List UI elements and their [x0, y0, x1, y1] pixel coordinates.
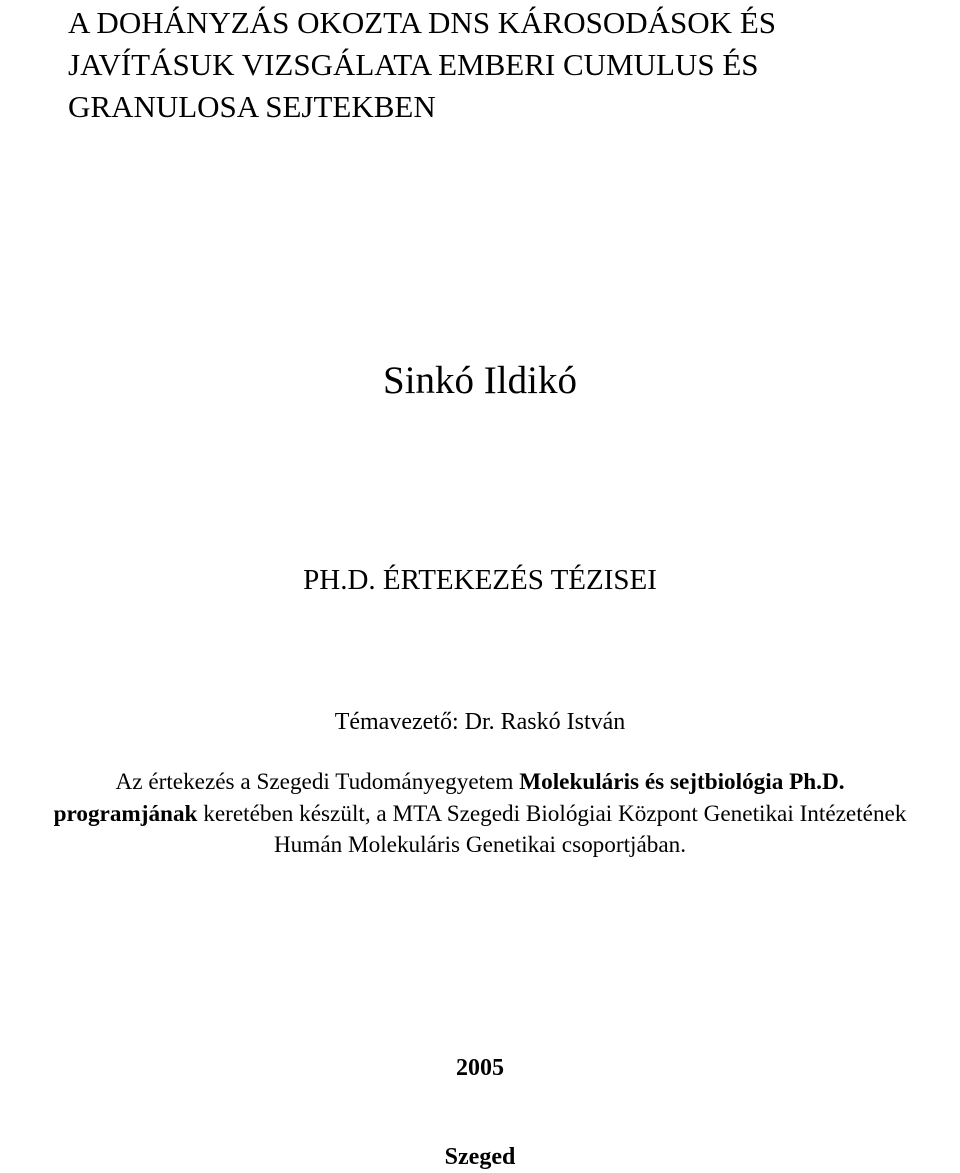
- title-line-1: A DOHÁNYZÁS OKOZTA DNS KÁROSODÁSOK ÉS: [68, 5, 776, 40]
- description-line-1-text: Az értekezés a Szegedi Tudományegyetem: [115, 769, 520, 795]
- description-line-2-text: keretében készült, a MTA Szegedi Biológiai Központ Genetikai Intézetének: [197, 800, 907, 827]
- supervisor-line: Témavezető: Dr. Raskó István: [334, 709, 626, 735]
- author-name: Sinkó Ildikó: [383, 359, 577, 402]
- description-line-3: Humán Molekuláris Genetikai csoportjában.: [273, 832, 687, 858]
- description-line-2: [0, 799, 960, 831]
- title-line-2: JAVÍTÁSUK VIZSGÁLATA EMBERI CUMULUS ÉS: [68, 47, 759, 82]
- title-line-3: GRANULOSA SEJTEKBEN: [68, 89, 436, 124]
- program-name: Molekuláris és sejtbiológia Ph.D.: [519, 769, 845, 795]
- description-paragraph: [0, 767, 960, 862]
- year: 2005: [456, 1055, 504, 1081]
- place: Szeged: [444, 1144, 516, 1170]
- description-line-1: [0, 767, 960, 799]
- program-suffix: programjának: [53, 800, 198, 827]
- document-subtitle: PH.D. ÉRTEKEZÉS TÉZISEI: [303, 564, 657, 596]
- document-title: [68, 2, 938, 128]
